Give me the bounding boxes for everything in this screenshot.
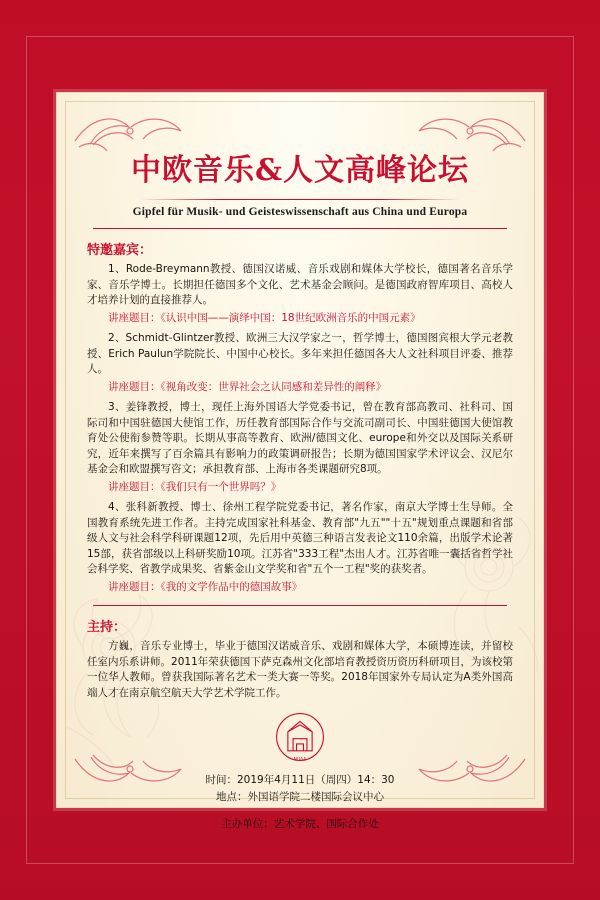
section-divider bbox=[93, 605, 507, 606]
event-info bbox=[87, 772, 513, 806]
guest-bio: 3、姜锋教授，博士，现任上海外国语大学党委书记，曾在教育部高教司、社科司、国际司和中国驻德国大使馆工作，历任教育部国际合作与交流司副司长、中国驻德国大使馆教育处公使衔参赞等职。长期从事高等教育、欧洲/德国文化、europe和外交以及国际关系研究，近年来撰写了百余篇具有影响力的政策调研报告；长期为德国国家学术评议会、汉尼尔基金会和欧盟撰写咨文；承担教育部、上海市各类课题研究8项。 bbox=[87, 401, 513, 475]
guest-topic: 讲座题目：《视角改变：世界社会之认同感和差异性的阐释》 bbox=[108, 380, 387, 393]
guest-topic: 讲座题目：《我的文学作品中的德国故事》 bbox=[108, 580, 303, 593]
organizer-line: 主办单位：艺术学院、国际合作处 bbox=[221, 818, 379, 830]
section-divider bbox=[93, 228, 507, 229]
svg-text:NUAA: NUAA bbox=[293, 757, 307, 763]
guest-topic: 讲座题目：《我们只有一个世界吗？》 bbox=[108, 480, 282, 493]
poster-paper bbox=[56, 92, 544, 830]
host-heading: 主持： bbox=[87, 620, 127, 635]
page-title: 中欧音乐&人文高峰论坛 bbox=[130, 153, 470, 188]
host-bio: 方巍，音乐专业博士，毕业于德国汉诺威音乐、戏剧和媒体大学，本硕博连读，并留校任室内乐系讲师。2011年荣获德国下萨克森州文化部培育教授资历资历科研项目，为该校第一位华人教师。曾获我国际著名艺术一类大赛一等奖。2018年国家外专局认定为A类外国高端人才在南京航空航天大学艺术学院工作。 bbox=[87, 640, 513, 699]
poster-content bbox=[57, 93, 543, 843]
university-seal-icon bbox=[274, 711, 326, 763]
event-time: 时间：2019年4月11日（周四）14：30 bbox=[205, 774, 395, 786]
title-divider bbox=[140, 199, 460, 200]
seal-container bbox=[87, 711, 513, 768]
guest-bio: 2、Schmidt-Glintzer教授、欧洲三大汉学家之一，哲学博士，德国图宾根大学元老教授、Erich Paulun学院院长、中国中心校长。多年来担任德国各大人文社科项目评委、推荐人。 bbox=[87, 332, 513, 375]
guest-topic: 讲座题目：《认识中国——演绎中国：18世纪欧洲音乐的中国元素》 bbox=[108, 311, 421, 324]
guest-bio: 1、Rode-Breymann教授、德国汉诺威、音乐戏剧和媒体大学校长，德国著名音乐学家、音乐学博士。长期担任德国多个文化、艺术基金会顾问。是德国政府智库项目、高校人才培养计划的直接推荐人。 bbox=[87, 263, 513, 306]
host-section bbox=[87, 616, 513, 701]
event-place: 地点：外国语学院二楼国际会议中心 bbox=[216, 791, 384, 803]
guests-heading: 特邀嘉宾： bbox=[87, 243, 153, 258]
page-subtitle: Gipfel für Musik- und Geisteswissenschaft aus China und Europa bbox=[132, 206, 468, 218]
guest-bio: 4、张科新教授、博士、徐州工程学院党委书记，著名作家，南京大学博士生导师。全国教育系统先进工作者。主持完成国家社科基金、教育部"九五""十五"规划重点课题和省部级人文与社会科学科研课题12项，先后用中英德三种语言发表论文110余篇，出版学术论著15部，获省部级以上科研奖励10项。江苏省"333工程"杰出人才。江苏省唯一囊括省哲学社会科学奖、省教学成果奖、省紫金山文学奖和省"五个一工程"奖的获奖者。 bbox=[87, 501, 513, 575]
